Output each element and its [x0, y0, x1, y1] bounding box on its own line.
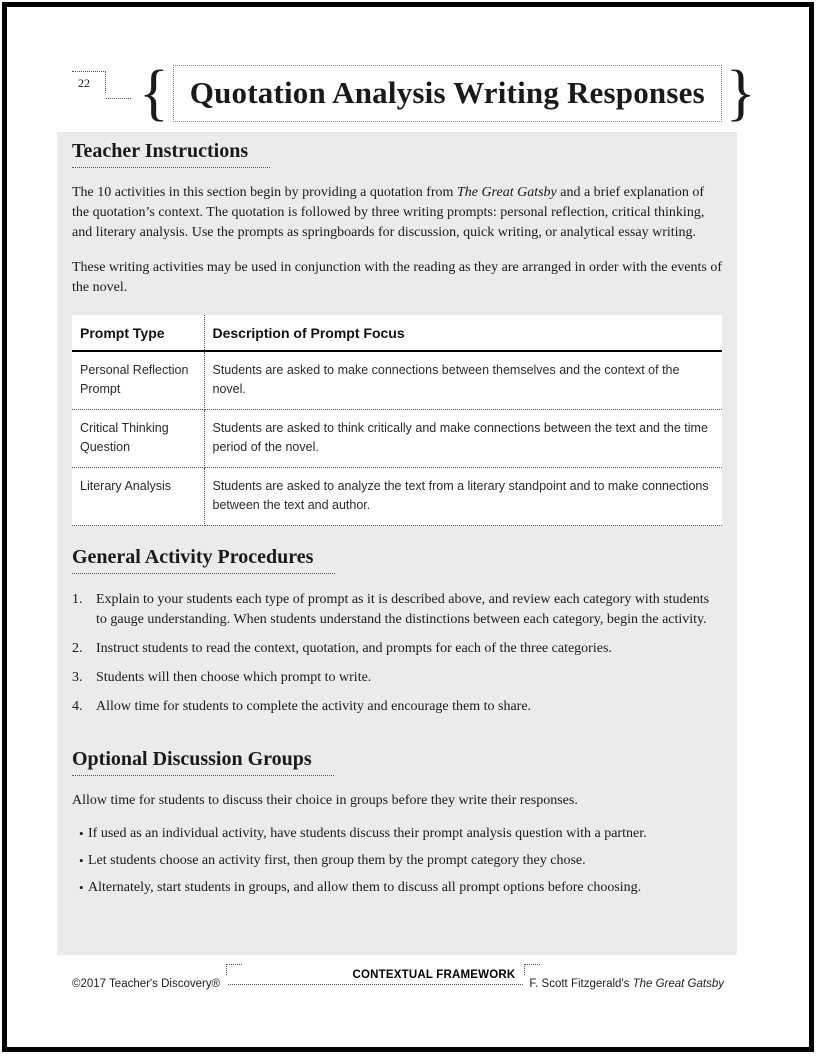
- page-number-dotted-tail: [106, 98, 131, 99]
- left-brace-ornament: {: [139, 59, 169, 127]
- bullet-icon: •: [79, 853, 84, 868]
- page-number-block: [72, 71, 106, 93]
- intro-paragraph-2: These writing activities may be used in conjunction with the reading as they are arranged in order with the events of the novel.: [72, 260, 723, 295]
- paragraph-text: The 10 activities in this section begin by providing a quotation from: [72, 185, 457, 200]
- cell-prompt-type: Critical Thinking Question: [72, 410, 204, 468]
- list-item: [72, 878, 722, 898]
- right-brace-ornament: }: [725, 59, 756, 127]
- table-row: [72, 410, 722, 468]
- footer-dotted-leader: [228, 963, 523, 985]
- column-header-description: Description of Prompt Focus: [204, 315, 722, 351]
- cell-description: Students are asked to analyze the text from a literary standpoint and to make connections between the text and author.: [204, 468, 722, 526]
- list-item-text: Let students choose an activity first, then group them by the prompt category they chose.: [88, 853, 586, 868]
- list-item-number: 2.: [72, 641, 83, 656]
- table-header-row: [72, 315, 722, 351]
- discussion-bullet-list: [72, 824, 722, 898]
- general-procedures-heading: General Activity Procedures: [72, 546, 335, 574]
- copyright-text: ©2017 Teacher's Discovery®: [72, 978, 221, 990]
- list-item-text: Students will then choose which prompt to write.: [96, 670, 372, 685]
- list-item: [72, 851, 722, 871]
- teacher-instructions-heading: Teacher Instructions: [72, 140, 270, 168]
- list-item: [72, 668, 722, 688]
- list-item: [72, 697, 722, 717]
- list-item-text: Instruct students to read the context, quotation, and prompts for each of the three categories.: [96, 641, 612, 656]
- page-title: Quotation Analysis Writing Responses: [173, 65, 722, 122]
- section-name-label: CONTEXTUAL FRAMEWORK: [352, 969, 516, 981]
- discussion-groups-heading: Optional Discussion Groups: [72, 748, 334, 776]
- cell-description: Students are asked to think critically and make connections between the text and the time period of the novel.: [204, 410, 722, 468]
- page-number: 22: [72, 71, 106, 93]
- page-footer: [72, 963, 724, 991]
- cell-prompt-type: Literary Analysis: [72, 468, 204, 526]
- list-item-number: 4.: [72, 699, 83, 714]
- procedures-numbered-list: [72, 590, 722, 717]
- intro-paragraph-1: [72, 183, 722, 243]
- list-item-number: 3.: [72, 670, 83, 685]
- paragraph-text: and a brief explanation of the quotation’s context. The quotation is followed by three writing prompts: personal reflection, critical thinking, and literary analysis. Use the prompts as springboards for discussion, quick writing, or analytical essay writing.: [72, 185, 705, 240]
- list-item-number: 1.: [72, 592, 83, 607]
- list-item-text: Allow time for students to complete the activity and encourage them to share.: [96, 699, 532, 714]
- list-item-text: Alternately, start students in groups, and allow them to discuss all prompt options before choosing.: [88, 880, 642, 895]
- column-header-prompt-type: Prompt Type: [72, 315, 204, 351]
- list-item-text: If used as an individual activity, have students discuss their prompt analysis question with a partner.: [88, 826, 647, 841]
- bullet-icon: •: [79, 826, 84, 841]
- book-title-italic: The Great Gatsby: [456, 185, 557, 200]
- dotted-corner-ornament: [226, 964, 242, 975]
- book-title-italic: The Great Gatsby: [632, 978, 724, 990]
- discussion-intro-paragraph: Allow time for students to discuss their choice in groups before they write their responses.: [72, 793, 578, 808]
- dotted-corner-ornament: [524, 964, 540, 975]
- bullet-icon: •: [79, 880, 84, 895]
- list-item: [72, 590, 722, 630]
- title-banner: [138, 59, 757, 127]
- list-item: [72, 639, 722, 659]
- table-row: [72, 468, 722, 526]
- attribution-text: F. Scott Fitzgerald's: [529, 978, 633, 990]
- book-attribution: [529, 978, 724, 991]
- list-item-text: Explain to your students each type of prompt as it is described above, and review each category with students to gauge understanding. When students understand the distinctions between each category, begin the activity.: [96, 592, 710, 627]
- prompt-type-table: [72, 315, 722, 526]
- cell-prompt-type: Personal Reflection Prompt: [72, 351, 204, 410]
- list-item: [72, 824, 722, 844]
- cell-description: Students are asked to make connections between themselves and the context of the novel.: [204, 351, 722, 410]
- table-row: [72, 351, 722, 410]
- instruction-panel: [57, 132, 737, 955]
